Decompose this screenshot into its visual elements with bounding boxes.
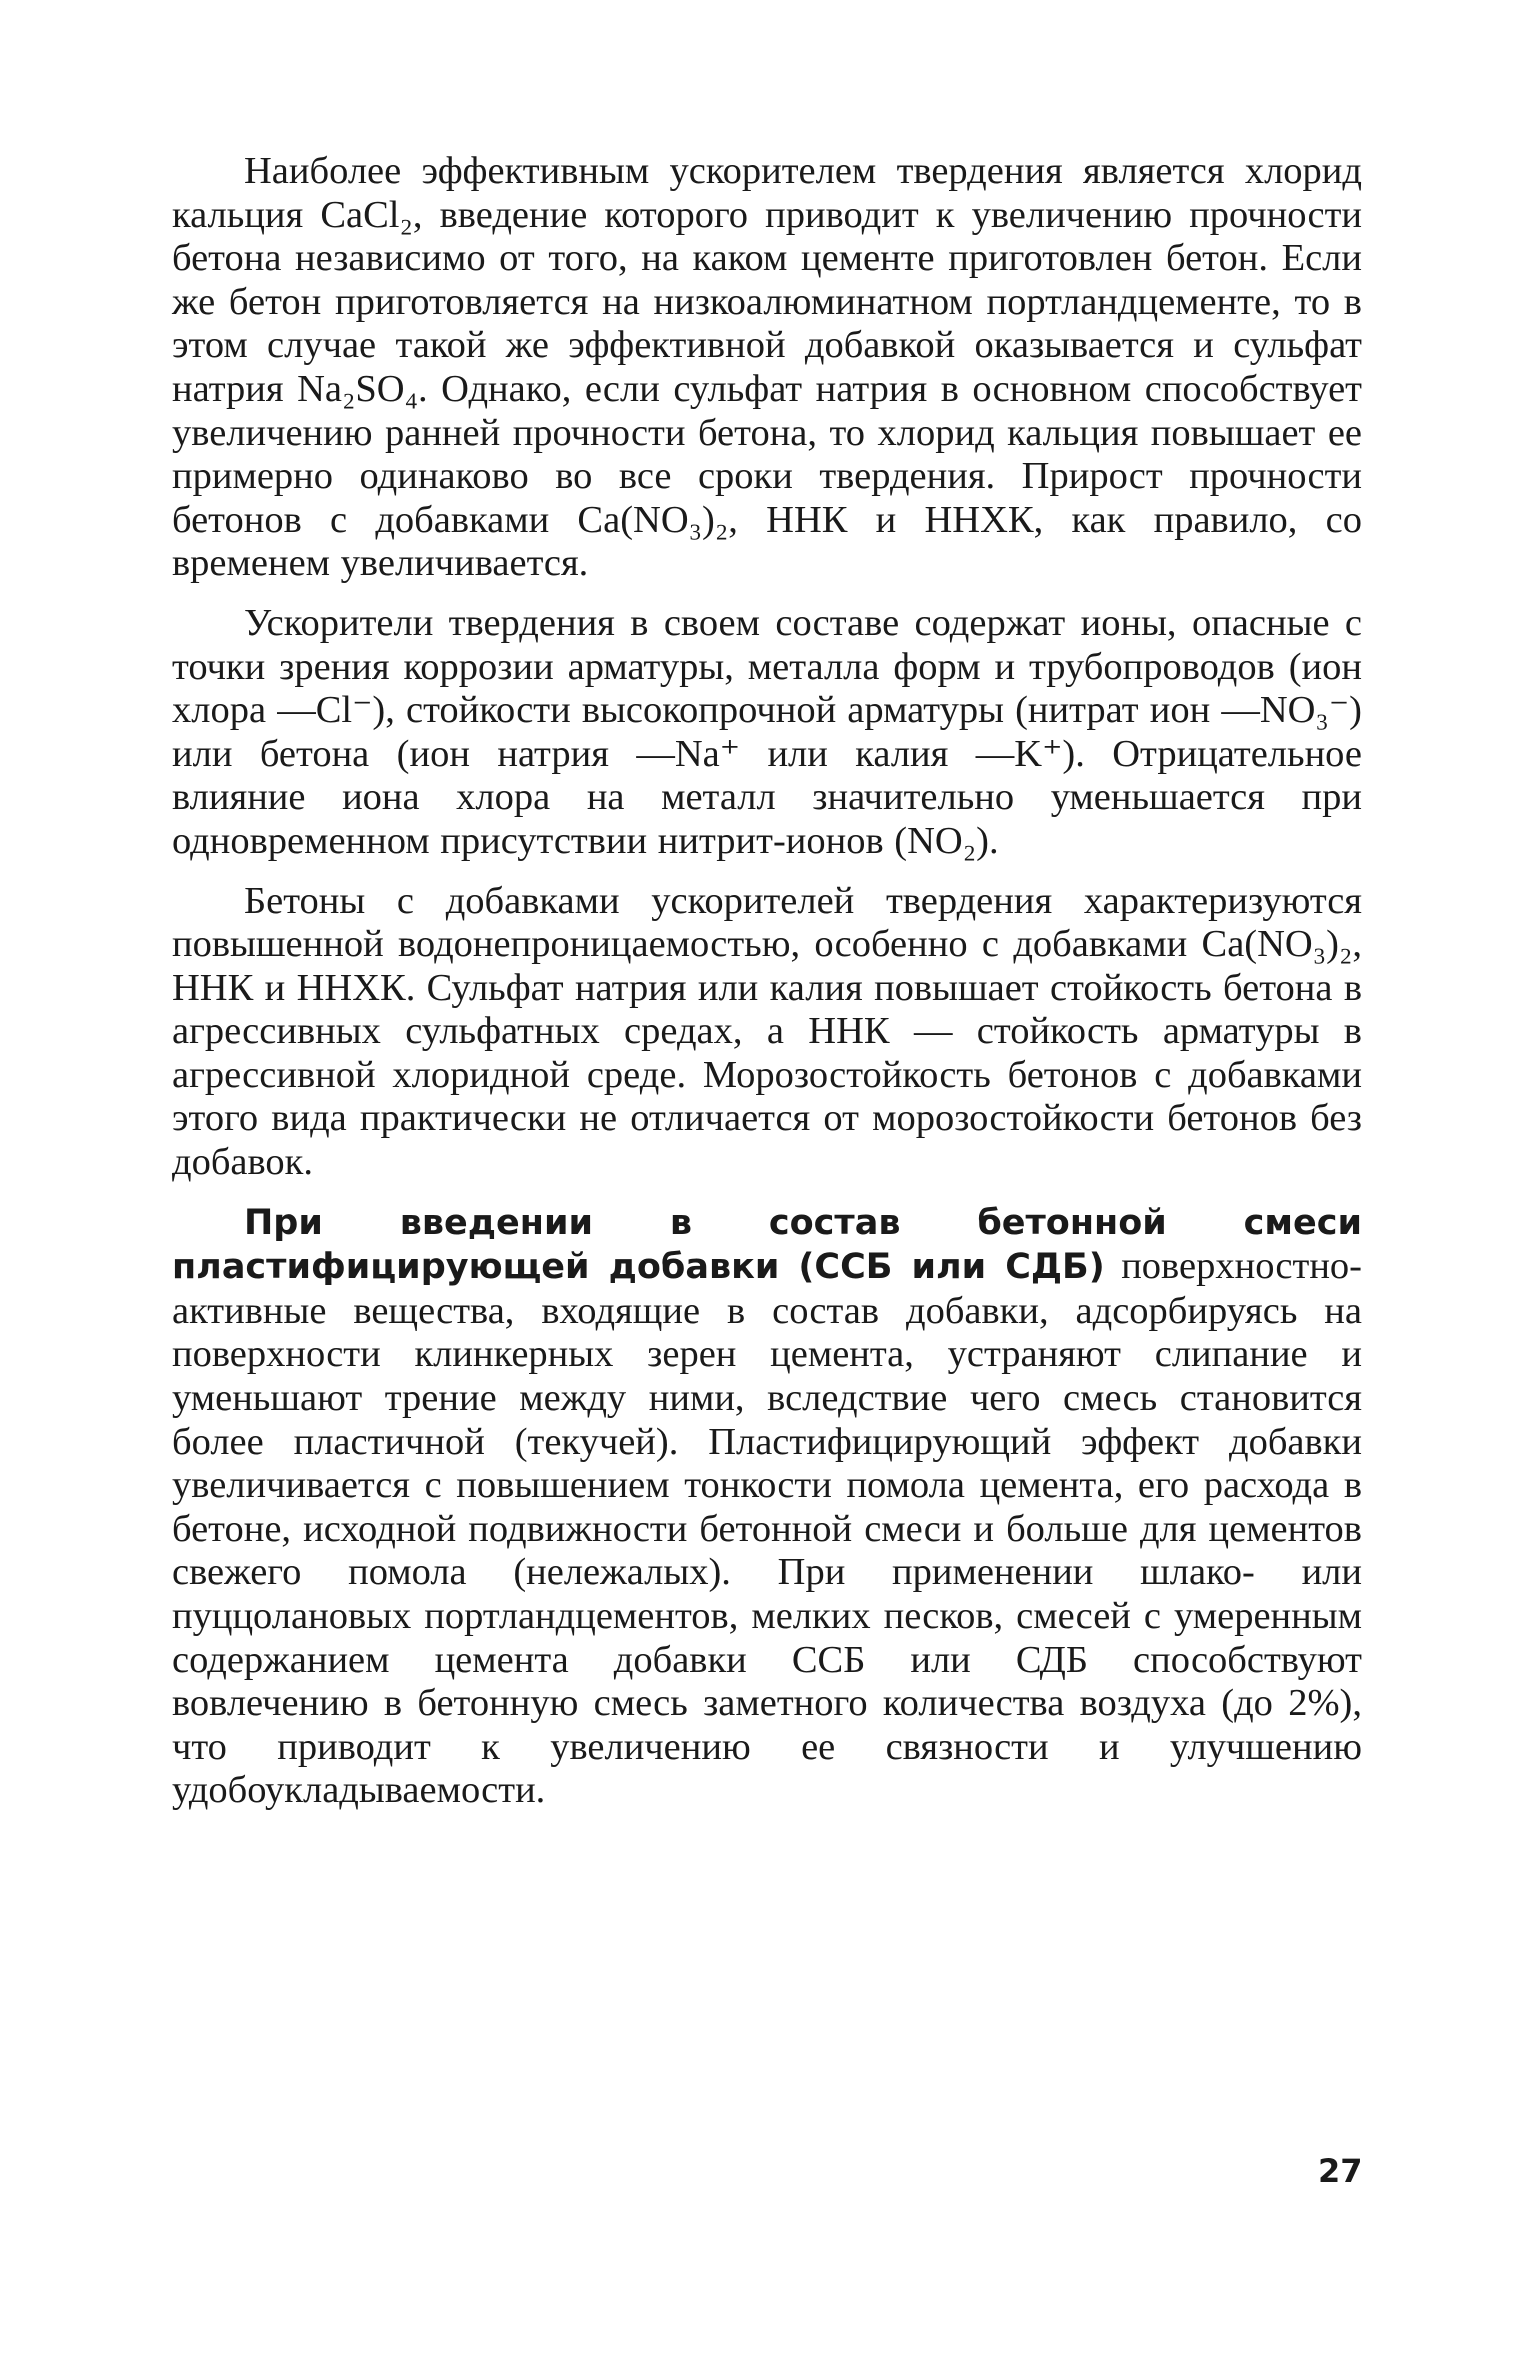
paragraph-plasticizer-body: поверхностно-активные вещества, входящие в состав добавки, адсорбируясь на поверхности клинкерных зерен цемента, устраняют слипание и уменьшают трение между ними, вследствие чего смесь становится более пластичной (текучей). Пластифицирующий эффект добавки увеличивается с повышением тонкости помола цемента, его расхода в бетоне, исходной подвижности бетонной смеси и больше для цементов свежего помола (нележалых). При применении шлако- или пуццолановых портландцементов, мелких песков, смесей с умеренным содержанием цемента добавки ССБ или СДБ способствуют вовлечению в бетонную смесь заметного количества воздуха (до 2%), что приводит к увеличению ее связности и улучшению удобоукладываемости. <box>172 1245 1362 1812</box>
paragraph-corrosion-ions: Ускорители твердения в своем составе содержат ионы, опасные с точки зрения коррозии арматуры, металла форм и трубопроводов (ион хлора —Cl⁻), стойкости высокопрочной арматуры (нитрат ион —NO₃⁻) или бетона (ион натрия —Na⁺ или калия —K⁺). Отрицательное влияние иона хлора на металл значительно уменьшается при одновременном присутствии нитрит-ионов (NO₂). <box>172 601 1362 862</box>
paragraph-plasticizer <box>172 1201 1362 1813</box>
paragraph-water-resistance: Бетоны с добавками ускорителей твердения характеризуются повышенной водонепроницаемостью, особенно с добавками Ca(NO₃)₂, ННК и ННХК. Сульфат натрия или калия повышает стойкость бетона в агрессивных сульфатных средах, а ННК — стойкость арматуры в агрессивной хлоридной среде. Морозостойкость бетонов с добавками этого вида практически не отличается от морозостойкости бетонов без добавок. <box>172 879 1362 1184</box>
paragraph-plasticizer-lead: При введении в состав бетонной смеси пластифицирующей добавки (ССБ или СДБ) <box>172 1202 1362 1288</box>
page-body <box>172 150 1362 1813</box>
page-number: 27 <box>1318 2152 1363 2190</box>
paragraph-accelerators-calcium-chloride: Наиболее эффективным ускорителем твердения является хлорид кальция CaCl₂, введение которого приводит к увеличению прочности бетона независимо от того, на каком цементе приготовлен бетон. Если же бетон приготовляется на низкоалюминатном портландцементе, то в этом случае такой же эффективной добавкой оказывается и сульфат натрия Na₂SO₄. Однако, если сульфат натрия в основном способствует увеличению ранней прочности бетона, то хлорид кальция повышает ее примерно одинаково во все сроки твердения. Прирост прочности бетонов с добавками Ca(NO₃)₂, ННК и ННХК, как правило, со временем увеличивается. <box>172 150 1362 585</box>
